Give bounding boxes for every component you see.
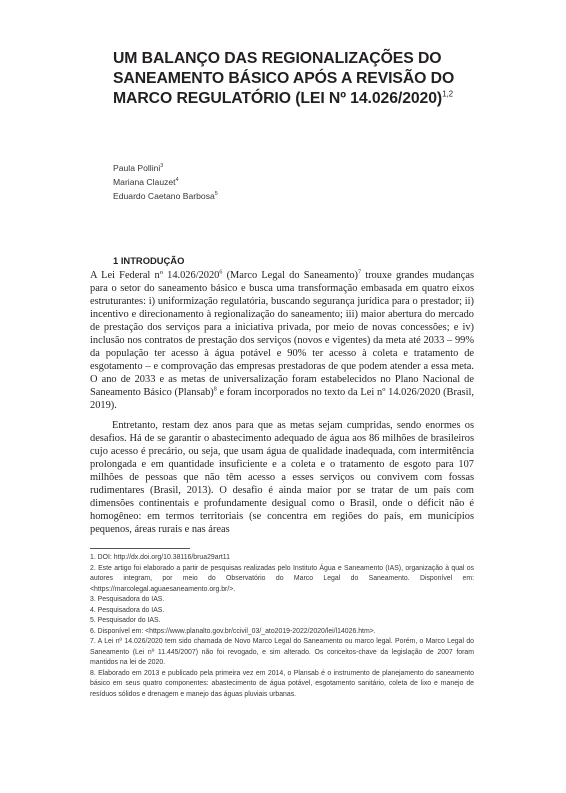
paragraph-2: Entretanto, restam dez anos para que as metas sejam cumpridas, sendo enormes os desafios. Há de se garantir o abastecimento adequado de água aos 86 milhões de brasileiros cujo acesso é precário, ou seja, que usam água de qualidade inadequada, com intermitência prolongada e em quantidade insuficiente e a coleta e o tratamento de esgoto para 107 milhões de pessoas que não têm acesso a esses serviços ou convivem com fossas rudimentares (Brasil, 2013). O desafio é ainda maior por se tratar de um país com dimensões continentais e profundamente desigual como o Brasil, onde o déficit não é homogêneo: em termos territoriais (se concentra em regiões do país, em municípios pequenos, áreas rurais e nas áreas (90, 419, 474, 535)
author-name: Paula Pollini (113, 163, 161, 173)
paragraph-1 (90, 269, 474, 413)
footnote-4: 4. Pesquisadora do IAS. (90, 606, 165, 614)
author-footnote-ref: 4 (175, 177, 179, 184)
footnote-8: 8. Elaborado em 2013 e publicado pela primeira vez em 2014, o Plansab é o instrumento de planejamento do saneamento básico em seus quatro componentes: abastecimento de água potável, esgotamento sanitário, coleta de lixo e manejo de resíduos sólidos e drenagem e manejo das águas pluviais urbanas. (90, 669, 474, 698)
author-entry (113, 175, 218, 189)
author-entry (113, 161, 218, 175)
author-footnote-ref: 3 (160, 163, 164, 170)
footnote-divider (90, 548, 190, 549)
footnote-7: 7. A Lei nº 14.026/2020 tem sido chamada de Novo Marco Legal do Saneamento ou marco legal. Porém, o Marco Legal do Saneamento (Lei nº 11.445/2007) não foi revogado, e sim alterado. Os conceitos-chave da legislação de 2007 foram mantidos na lei de 2020. (90, 638, 474, 666)
paragraph-text: e foram incorporados no texto da Lei nº 14.026/2020 (Brasil, 2019). (90, 387, 474, 412)
article-title (113, 49, 473, 110)
author-name: Eduardo Caetano Barbosa (113, 191, 215, 201)
author-entry (113, 189, 218, 203)
footnote-6: 6. Disponível em: <https://www.planalto.gov.br/ccivil_03/_ato2019-2022/2020/lei/l14026.htm>. (90, 627, 376, 635)
footnote-ref: 6 (219, 269, 223, 276)
footnotes (90, 553, 474, 700)
paragraph-text: A Lei Federal nº 14.026/2020 (90, 270, 220, 281)
footnote-ref: 8 (213, 386, 217, 393)
paragraph-text: (Marco Legal do Saneamento) (222, 270, 359, 281)
title-footnote-refs: 1,2 (442, 90, 453, 100)
author-footnote-ref: 5 (214, 191, 218, 198)
article-title-text: UM BALANÇO DAS REGIONALIZAÇÕES DO SANEAMENTO BÁSICO APÓS A REVISÃO DO MARCO REGULATÓRIO (LEI Nº 14.026/2020) (113, 50, 455, 108)
author-list (113, 161, 218, 203)
footnote-1: 1. DOI: http://dx.doi.org/10.38116/brua29art11 (90, 554, 230, 561)
section-heading: 1 INTRODUÇÃO (113, 255, 185, 266)
author-name: Mariana Clauzet (113, 177, 176, 187)
footnote-3: 3. Pesquisadora do IAS. (90, 596, 165, 603)
paragraph-text: trouxe grandes mudanças para o setor do saneamento básico e busca uma transformação embasada em quatro eixos estruturantes: i) uniformização regulatória, buscando segurança jurídica para o prestador; ii) incentivo e direcionamento à regionalização do saneamento; iii) maior abertura do mercado de prestação dos serviços para a iniciativa privada, por meio de novas concessões; e iv) inclusão nos contratos de prestação dos serviços (novos e vigentes) da meta até 2033 – 99% da população ter acesso à água potável e 90% ter acesso à coleta e tratamento de esgotamento – e comprovação das empresas prestadoras de que podem atender a essa meta. O ano de 2033 e as metas de universalização foram estabelecidos no Plano Nacional de Saneamento Básico (Plansab) (90, 270, 474, 399)
body-text (90, 269, 474, 536)
footnote-2: 2. Este artigo foi elaborado a partir de pesquisas realizadas pelo Instituto Água e Saneamento (IAS), organização à qual os autores integram, por meio do Observatório do Marco Legal do Saneamento. Disponível em: <https://marcolegal.aguaesaneamento.org.br/>. (90, 564, 474, 593)
footnote-5: 5. Pesquisador do IAS. (90, 617, 161, 624)
footnote-ref: 7 (358, 269, 362, 276)
